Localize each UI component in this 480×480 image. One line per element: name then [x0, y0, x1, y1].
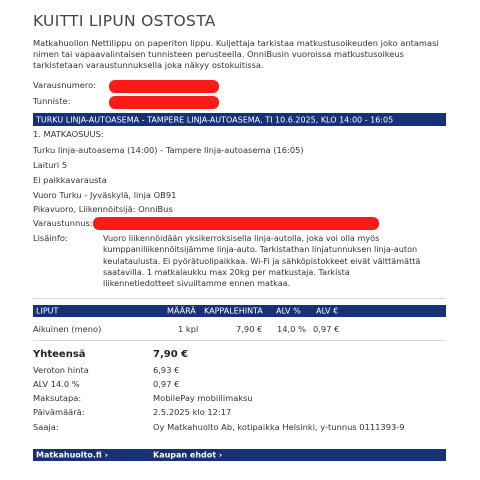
- payment-method-value: MobilePay mobiilimaksu: [153, 393, 253, 403]
- row-item: Aikuinen (meno): [33, 324, 102, 334]
- leg-section-title: 1. MATKAOSUUS:: [33, 129, 104, 139]
- payment-method-label: Maksutapa:: [33, 393, 82, 403]
- booking-code-label: Varaustunnus:: [33, 218, 93, 228]
- col-header-qty: MÄÄRÄ: [167, 306, 196, 316]
- trip-header-bar: [33, 113, 446, 126]
- divider: [33, 340, 446, 341]
- col-header-unit-price: KAPPALEHINTA: [204, 306, 263, 316]
- recipient-value: Oy Matkahuolto Ab, kotipaikka Helsinki, y-tunnus 0111393-9: [153, 422, 405, 432]
- col-header-item: LIPUT: [36, 306, 59, 316]
- col-header-vat-pct: ALV %: [276, 306, 301, 316]
- route-text: Turku linja-autoasema (14:00) - Tampere linja-autoasema (16:05): [33, 145, 304, 155]
- redacted-booking-code: [93, 217, 379, 230]
- col-header-vat-eur: ALV €: [316, 306, 339, 316]
- info-label: Lisäinfo:: [33, 233, 68, 243]
- platform-text: Laituri 5: [33, 160, 68, 170]
- operator-text: Pikavuoro, Liikennöitsijä: OnniBus: [33, 204, 173, 214]
- info-text: Vuoro liikennöidään yksikerroksisella linja-autolla, joka voi olla myös kumppaniliikennöitsijämme linja-auto. Tarkistathan linjatunnuksen linja-auton keulataulusta. Ei pyörätuolipaikkaa. Wi-Fi ja sähköpistokkeet eivät välttämättä saatavilla. 1 matkalaukku max 20kg per matkustaja. Tarkista liikennetiedotteet sivuiltamme ennen matkaa.: [103, 233, 421, 289]
- vat-label: ALV 14.0 %: [33, 379, 80, 389]
- date-label: Päivämäärä:: [33, 407, 85, 417]
- total-label: Yhteensä: [33, 349, 86, 360]
- recipient-label: Saaja:: [33, 422, 59, 432]
- divider: [33, 298, 446, 299]
- date-value: 2.5.2025 klo 12:17: [153, 407, 232, 417]
- tickets-header-bar: [33, 305, 446, 317]
- terms-link[interactable]: Kaupan ehdot ›: [153, 450, 223, 460]
- row-vat-pct: 14,0 %: [277, 324, 306, 334]
- vat-value: 0,97 €: [153, 379, 180, 389]
- page-title: KUITTI LIPUN OSTOSTA: [33, 12, 216, 30]
- row-qty: 1 kpl: [178, 324, 199, 334]
- identifier-label: Tunniste:: [33, 96, 71, 106]
- redacted-identifier: [109, 96, 219, 109]
- booking-number-label: Varausnumero:: [33, 80, 96, 90]
- total-value: 7,90 €: [153, 349, 189, 360]
- seat-text: Ei paikkavarausta: [33, 175, 107, 185]
- row-vat-eur: 0,97 €: [313, 324, 340, 334]
- redacted-booking-number: [109, 80, 219, 93]
- matkahuolto-link[interactable]: Matkahuolto.fi ›: [36, 450, 108, 460]
- trip-header: TURKU LINJA-AUTOASEMA - TAMPERE LINJA-AUTOASEMA, TI 10.6.2025, KLO 14:00 - 16:05: [36, 115, 394, 124]
- footer-bar: [33, 449, 446, 461]
- net-price-label: Veroton hinta: [33, 365, 89, 375]
- line-text: Vuoro Turku - Jyväskylä, linja OB91: [33, 190, 177, 200]
- row-unit-price: 7,90 €: [236, 324, 263, 334]
- intro-paragraph: Matkahuollon Nettilippu on paperiton lippu. Kuljettaja tarkistaa matkustusoikeuden joko antamasi nimen tai vapaavalintaisen tunnisteen perusteella. OnniBusin vuoroissa matkustusoikeus tarkistetaan varaustunnuksella joka näkyy ostokuitissa.: [33, 38, 439, 70]
- net-price-value: 6,93 €: [153, 365, 180, 375]
